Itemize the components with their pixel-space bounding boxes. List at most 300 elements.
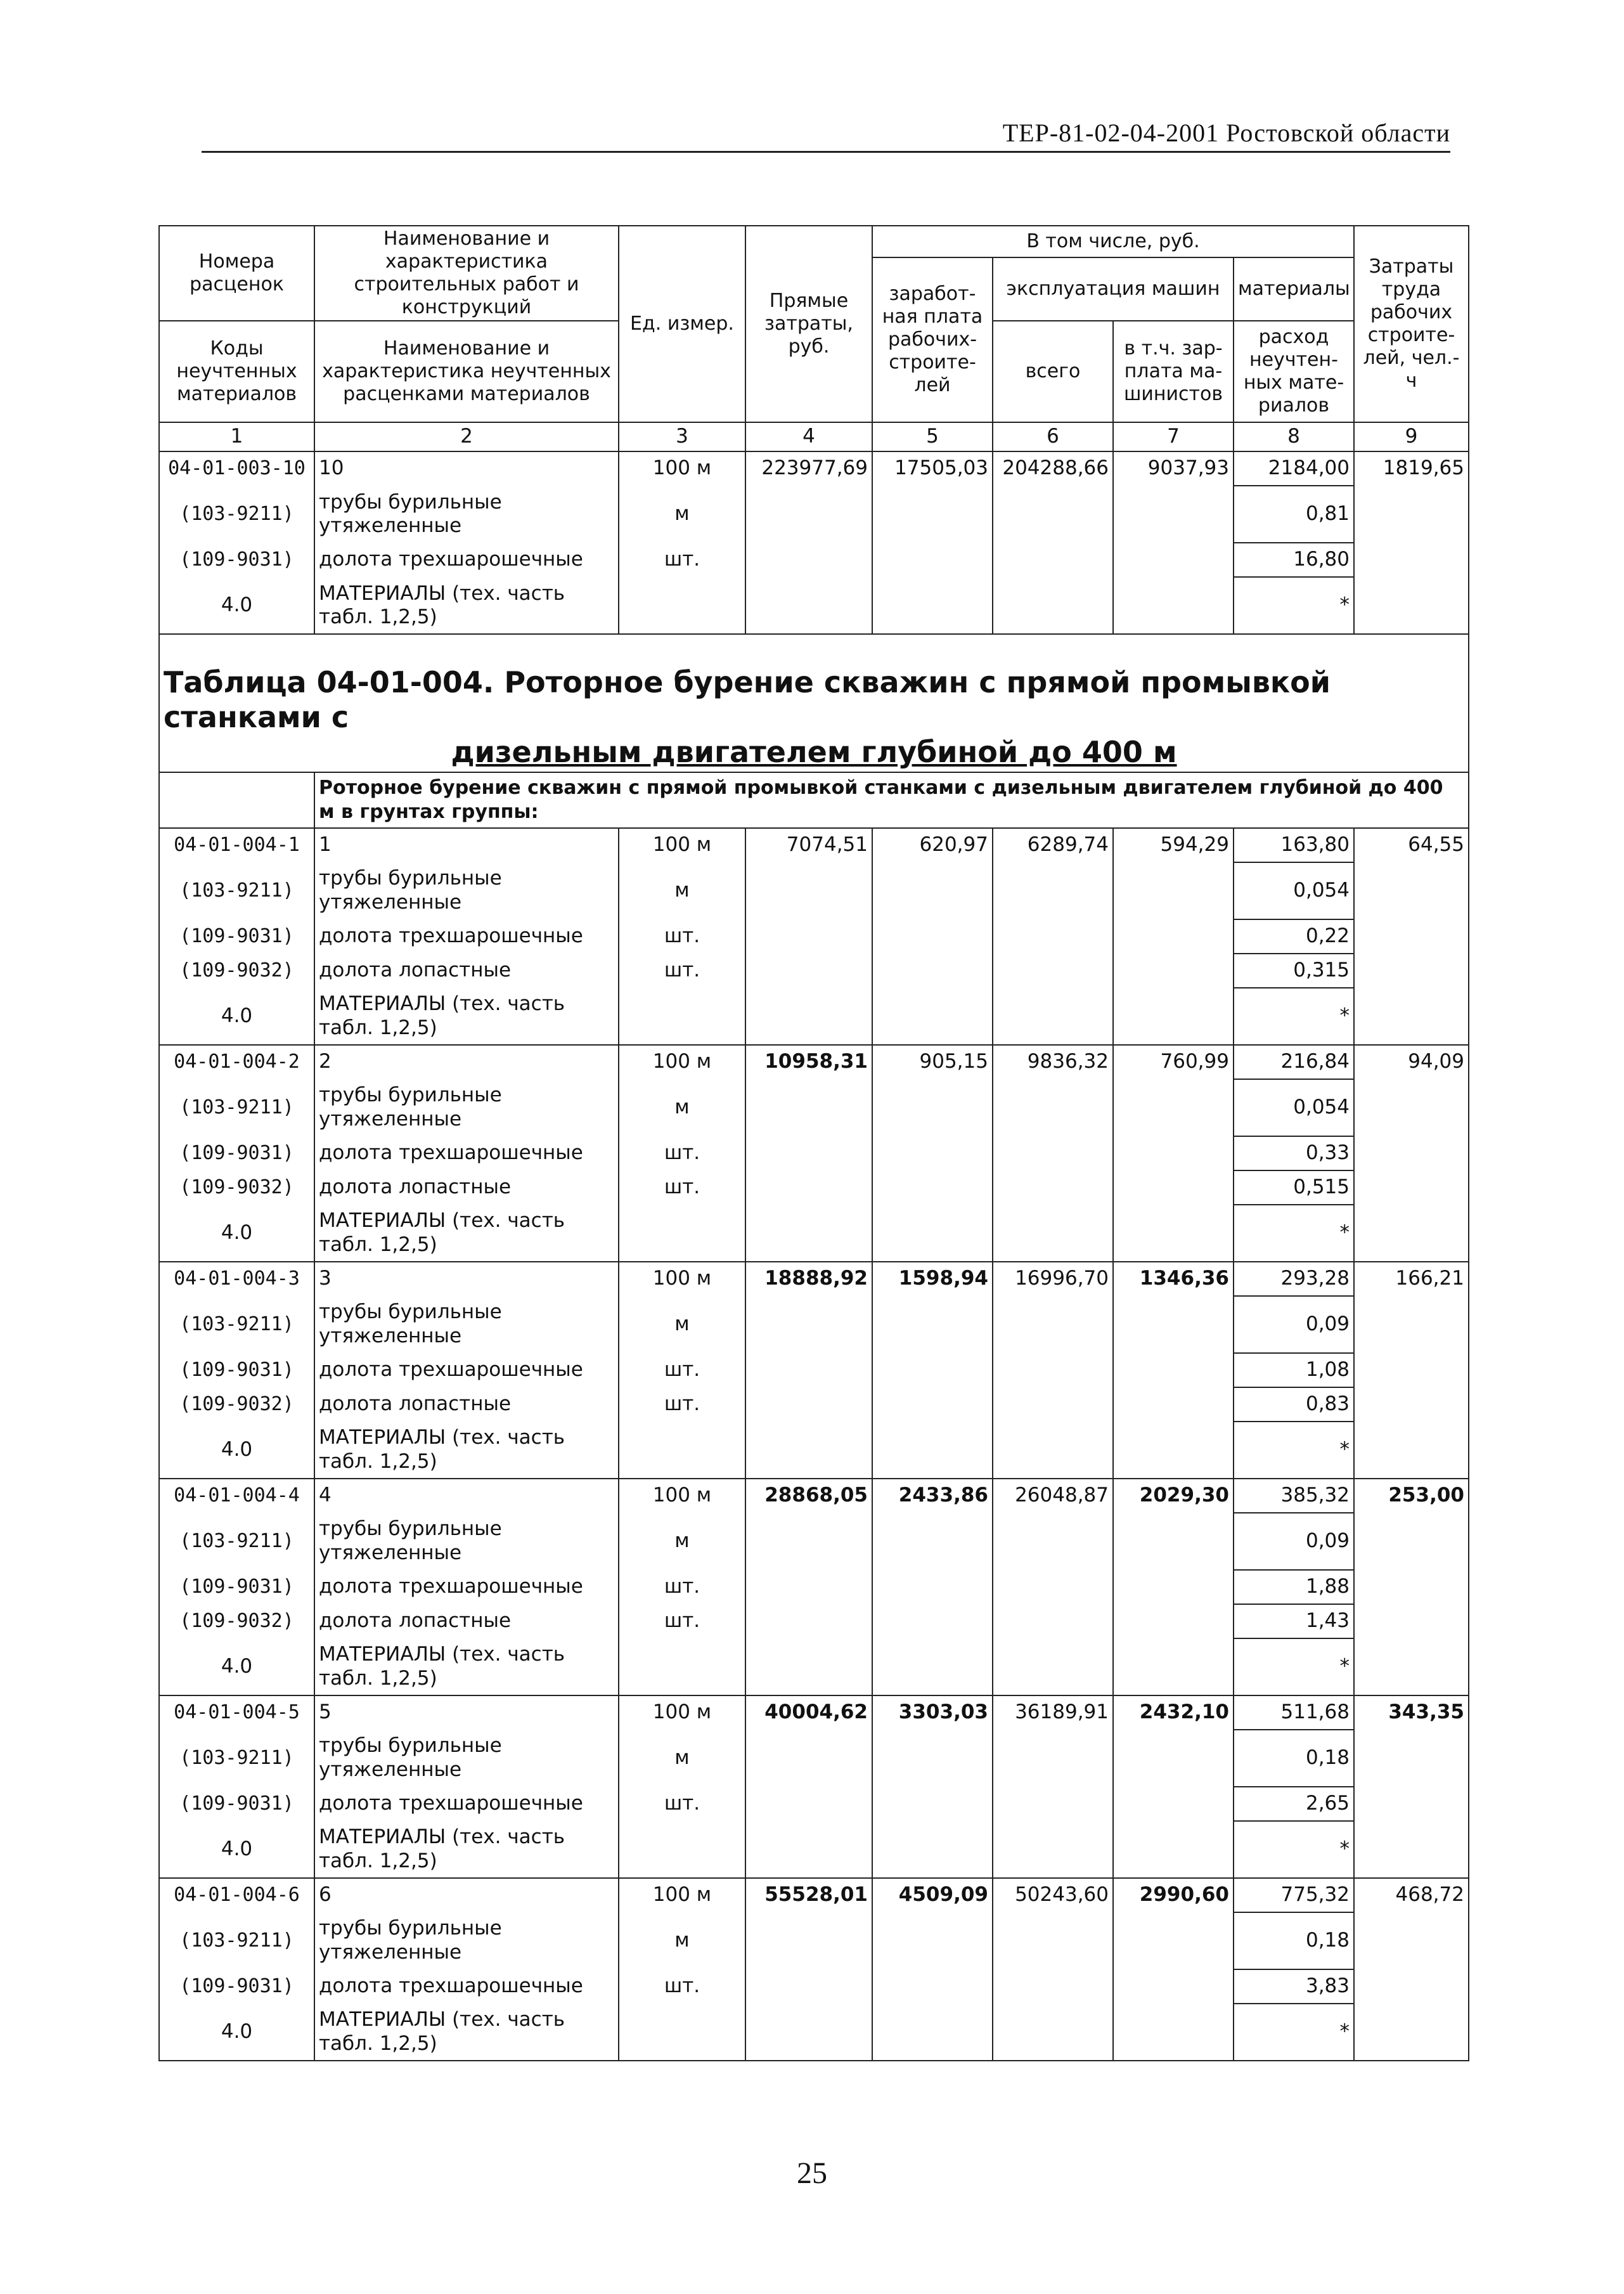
material-consumption: 0,18	[1234, 1912, 1354, 1969]
material-row	[159, 1296, 1469, 1353]
material-consumption: 0,315	[1234, 954, 1354, 988]
material-consumption: 0,18	[1234, 1730, 1354, 1787]
rate-code: 04-01-003-10	[159, 451, 314, 486]
empty-cell	[872, 2004, 993, 2061]
header-row-1	[159, 226, 1469, 257]
empty-cell	[745, 1821, 872, 1878]
labor-value: 1819,65	[1354, 451, 1469, 486]
machinist-wages-value: 2029,30	[1113, 1479, 1234, 1513]
empty-cell	[1113, 954, 1234, 988]
header-work-name: Наименование и характеристика строительных работ и конструкций	[314, 226, 619, 321]
header-including: В том числе, руб.	[872, 226, 1354, 257]
material-row	[159, 1170, 1469, 1205]
material-row	[159, 486, 1469, 543]
material-name: трубы бурильные утяжеленные	[314, 1513, 619, 1570]
empty-cell	[872, 1170, 993, 1205]
direct-costs-value: 55528,01	[745, 1878, 872, 1912]
material-row	[159, 1570, 1469, 1604]
material-consumption: 0,054	[1234, 862, 1354, 919]
rate-code: 04-01-004-6	[159, 1878, 314, 1912]
rate-name: 5	[314, 1695, 619, 1730]
materials-group-name: МАТЕРИАЛЫ (тех. часть табл. 1,2,5)	[314, 1205, 619, 1262]
wages-value: 2433,86	[872, 1479, 993, 1513]
empty-cell	[745, 1513, 872, 1570]
machines-total-value: 6289,74	[993, 828, 1113, 862]
empty-cell	[619, 1422, 745, 1479]
rate-code: 04-01-004-2	[159, 1045, 314, 1079]
material-name: долота трехшарошечные	[314, 1353, 619, 1387]
rate-name: 3	[314, 1262, 619, 1296]
material-row	[159, 1387, 1469, 1422]
wages-value: 1598,94	[872, 1262, 993, 1296]
empty-cell	[159, 772, 314, 828]
table-title-row	[159, 663, 1469, 772]
materials-group-code: 4.0	[159, 577, 314, 634]
material-unit: м	[619, 1296, 745, 1353]
header-material-names: Наименование и характеристика неучтенных расценками материалов	[314, 321, 619, 422]
rate-name: 4	[314, 1479, 619, 1513]
rate-row	[159, 1479, 1469, 1513]
direct-costs-value: 28868,05	[745, 1479, 872, 1513]
labor-value: 343,35	[1354, 1695, 1469, 1730]
material-name: долота трехшарошечные	[314, 1136, 619, 1170]
empty-cell	[1113, 543, 1234, 577]
rate-unit: 100 м	[619, 1262, 745, 1296]
materials-group-value: *	[1234, 577, 1354, 634]
empty-cell	[1354, 1969, 1469, 2004]
material-unit: шт.	[619, 1136, 745, 1170]
wages-value: 620,97	[872, 828, 993, 862]
header-machines-total: всего	[993, 321, 1113, 422]
empty-cell	[745, 919, 872, 954]
empty-cell	[1113, 988, 1234, 1045]
machines-total-value: 9836,32	[993, 1045, 1113, 1079]
empty-cell	[1113, 1079, 1234, 1136]
materials-group-code: 4.0	[159, 1205, 314, 1262]
material-consumption: 0,81	[1234, 486, 1354, 543]
empty-cell	[872, 954, 993, 988]
direct-costs-value: 10958,31	[745, 1045, 872, 1079]
material-row	[159, 1912, 1469, 1969]
material-name: долота трехшарошечные	[314, 1969, 619, 2004]
material-code: (109-9032)	[159, 1170, 314, 1205]
material-code: (109-9031)	[159, 543, 314, 577]
material-name: трубы бурильные утяжеленные	[314, 862, 619, 919]
material-unit: м	[619, 1730, 745, 1787]
rate-code: 04-01-004-4	[159, 1479, 314, 1513]
empty-cell	[1113, 862, 1234, 919]
material-consumption: 0,054	[1234, 1079, 1354, 1136]
materials-group-name: МАТЕРИАЛЫ (тех. часть табл. 1,2,5)	[314, 1422, 619, 1479]
material-unit: м	[619, 1079, 745, 1136]
header-materials: материалы	[1234, 257, 1354, 321]
rates-table	[158, 225, 1469, 2061]
materials-group-code: 4.0	[159, 1638, 314, 1695]
empty-cell	[1113, 577, 1234, 634]
empty-cell	[745, 954, 872, 988]
materials-group-row	[159, 1638, 1469, 1695]
column-number: 4	[745, 422, 872, 451]
empty-cell	[745, 1422, 872, 1479]
empty-cell	[1354, 1422, 1469, 1479]
empty-cell	[1113, 1422, 1234, 1479]
empty-cell	[1354, 1821, 1469, 1878]
material-unit: м	[619, 862, 745, 919]
column-number: 9	[1354, 422, 1469, 451]
material-row	[159, 919, 1469, 954]
rate-code: 04-01-004-3	[159, 1262, 314, 1296]
table-subtitle: Роторное бурение скважин с прямой промывкой станками с дизельным двигателем глубиной до 400 м в грунтах группы:	[314, 772, 1469, 828]
material-consumption: 1,08	[1234, 1353, 1354, 1387]
material-code: (109-9032)	[159, 1604, 314, 1638]
labor-value: 166,21	[1354, 1262, 1469, 1296]
empty-cell	[1354, 1513, 1469, 1570]
labor-value: 253,00	[1354, 1479, 1469, 1513]
material-name: долота лопастные	[314, 1387, 619, 1422]
material-unit: м	[619, 1912, 745, 1969]
empty-cell	[1113, 1136, 1234, 1170]
empty-cell	[1354, 1079, 1469, 1136]
empty-cell	[1113, 1638, 1234, 1695]
empty-cell	[993, 486, 1113, 543]
labor-value: 468,72	[1354, 1878, 1469, 1912]
header-material-codes: Коды неучтенных материалов	[159, 321, 314, 422]
column-number: 7	[1113, 422, 1234, 451]
empty-cell	[1113, 919, 1234, 954]
materials-group-name: МАТЕРИАЛЫ (тех. часть табл. 1,2,5)	[314, 988, 619, 1045]
empty-cell	[1113, 1387, 1234, 1422]
material-unit: шт.	[619, 1353, 745, 1387]
direct-costs-value: 40004,62	[745, 1695, 872, 1730]
material-row	[159, 1136, 1469, 1170]
material-name: долота трехшарошечные	[314, 1787, 619, 1821]
material-consumption: 0,09	[1234, 1513, 1354, 1570]
rate-row	[159, 1878, 1469, 1912]
empty-cell	[745, 1170, 872, 1205]
table-title-line-1: Таблица 04-01-004. Роторное бурение скважин с прямой промывкой станками с	[164, 665, 1331, 735]
header-labor: Затраты труда рабочих строите-лей, чел.-ч	[1354, 226, 1469, 422]
material-unit: шт.	[619, 954, 745, 988]
empty-cell	[1354, 1353, 1469, 1387]
empty-cell	[872, 1969, 993, 2004]
materials-group-row	[159, 1205, 1469, 1262]
materials-value: 216,84	[1234, 1045, 1354, 1079]
wages-value: 17505,03	[872, 451, 993, 486]
material-consumption: 2,65	[1234, 1787, 1354, 1821]
material-unit: шт.	[619, 1604, 745, 1638]
empty-cell	[993, 1638, 1113, 1695]
wages-value: 3303,03	[872, 1695, 993, 1730]
labor-value: 64,55	[1354, 828, 1469, 862]
material-code: (103-9211)	[159, 862, 314, 919]
rate-unit: 100 м	[619, 1878, 745, 1912]
material-row	[159, 1353, 1469, 1387]
empty-cell	[1354, 988, 1469, 1045]
materials-value: 775,32	[1234, 1878, 1354, 1912]
direct-costs-value: 18888,92	[745, 1262, 872, 1296]
empty-cell	[872, 1821, 993, 1878]
empty-cell	[872, 1387, 993, 1422]
empty-cell	[745, 1079, 872, 1136]
empty-cell	[745, 1136, 872, 1170]
empty-cell	[993, 1912, 1113, 1969]
empty-cell	[993, 543, 1113, 577]
empty-cell	[872, 919, 993, 954]
material-row	[159, 1604, 1469, 1638]
materials-group-name: МАТЕРИАЛЫ (тех. часть табл. 1,2,5)	[314, 577, 619, 634]
empty-cell	[993, 2004, 1113, 2061]
material-unit: шт.	[619, 543, 745, 577]
materials-group-value: *	[1234, 1205, 1354, 1262]
empty-cell	[1354, 1170, 1469, 1205]
empty-cell	[745, 1912, 872, 1969]
direct-costs-value: 7074,51	[745, 828, 872, 862]
empty-cell	[745, 1296, 872, 1353]
materials-group-row	[159, 1422, 1469, 1479]
empty-cell	[1354, 1730, 1469, 1787]
material-unit: шт.	[619, 1387, 745, 1422]
material-unit: шт.	[619, 1787, 745, 1821]
material-code: (109-9031)	[159, 1969, 314, 2004]
wages-value: 905,15	[872, 1045, 993, 1079]
empty-cell	[872, 1787, 993, 1821]
header-machinist-wages: в т.ч. зар-плата ма-шинистов	[1113, 321, 1234, 422]
rate-row	[159, 1045, 1469, 1079]
materials-group-row	[159, 988, 1469, 1045]
materials-group-name: МАТЕРИАЛЫ (тех. часть табл. 1,2,5)	[314, 2004, 619, 2061]
material-consumption: 1,43	[1234, 1604, 1354, 1638]
empty-cell	[1113, 1604, 1234, 1638]
rate-row	[159, 1262, 1469, 1296]
empty-cell	[745, 1787, 872, 1821]
material-code: (109-9031)	[159, 919, 314, 954]
empty-cell	[1113, 1787, 1234, 1821]
empty-cell	[872, 988, 993, 1045]
material-code: (103-9211)	[159, 1296, 314, 1353]
material-name: долота трехшарошечные	[314, 919, 619, 954]
page-number: 25	[797, 2156, 827, 2190]
empty-cell	[993, 1570, 1113, 1604]
material-consumption: 0,515	[1234, 1170, 1354, 1205]
empty-cell	[993, 1136, 1113, 1170]
materials-value: 511,68	[1234, 1695, 1354, 1730]
materials-group-value: *	[1234, 2004, 1354, 2061]
spacer-cell	[159, 634, 1469, 663]
empty-cell	[745, 1638, 872, 1695]
rate-code: 04-01-004-5	[159, 1695, 314, 1730]
empty-cell	[1354, 577, 1469, 634]
material-code: (103-9211)	[159, 486, 314, 543]
header-direct-costs: Прямые затраты, руб.	[745, 226, 872, 422]
rate-name: 10	[314, 451, 619, 486]
material-row	[159, 1079, 1469, 1136]
rate-unit: 100 м	[619, 1695, 745, 1730]
empty-cell	[1354, 954, 1469, 988]
materials-group-code: 4.0	[159, 988, 314, 1045]
empty-cell	[745, 1353, 872, 1387]
rate-name: 6	[314, 1878, 619, 1912]
empty-cell	[993, 1604, 1113, 1638]
material-code: (109-9031)	[159, 1787, 314, 1821]
material-name: долота трехшарошечные	[314, 543, 619, 577]
materials-value: 2184,00	[1234, 451, 1354, 486]
material-name: трубы бурильные утяжеленные	[314, 1079, 619, 1136]
empty-cell	[1113, 486, 1234, 543]
rate-unit: 100 м	[619, 1045, 745, 1079]
empty-cell	[993, 1205, 1113, 1262]
material-consumption: 1,88	[1234, 1570, 1354, 1604]
machinist-wages-value: 594,29	[1113, 828, 1234, 862]
empty-cell	[745, 486, 872, 543]
material-row	[159, 1787, 1469, 1821]
empty-cell	[1354, 543, 1469, 577]
empty-cell	[1113, 1821, 1234, 1878]
empty-cell	[993, 1513, 1113, 1570]
empty-cell	[993, 1296, 1113, 1353]
material-row	[159, 1513, 1469, 1570]
material-consumption: 0,09	[1234, 1296, 1354, 1353]
material-name: трубы бурильные утяжеленные	[314, 1730, 619, 1787]
materials-group-name: МАТЕРИАЛЫ (тех. часть табл. 1,2,5)	[314, 1638, 619, 1695]
empty-cell	[993, 919, 1113, 954]
empty-cell	[993, 1079, 1113, 1136]
empty-cell	[872, 1638, 993, 1695]
empty-cell	[1113, 1353, 1234, 1387]
material-code: (109-9031)	[159, 1353, 314, 1387]
material-row	[159, 862, 1469, 919]
material-code: (103-9211)	[159, 1079, 314, 1136]
column-number: 2	[314, 422, 619, 451]
empty-cell	[993, 1422, 1113, 1479]
empty-cell	[619, 1821, 745, 1878]
empty-cell	[745, 1205, 872, 1262]
empty-cell	[993, 1821, 1113, 1878]
material-row	[159, 1969, 1469, 2004]
material-row	[159, 1730, 1469, 1787]
empty-cell	[745, 2004, 872, 2061]
empty-cell	[1354, 919, 1469, 954]
header-divider	[202, 151, 1450, 153]
empty-cell	[872, 1136, 993, 1170]
rate-unit: 100 м	[619, 1479, 745, 1513]
materials-group-row	[159, 577, 1469, 634]
material-unit: м	[619, 1513, 745, 1570]
materials-group-name: МАТЕРИАЛЫ (тех. часть табл. 1,2,5)	[314, 1821, 619, 1878]
empty-cell	[872, 1570, 993, 1604]
rate-unit: 100 м	[619, 828, 745, 862]
empty-cell	[745, 988, 872, 1045]
empty-cell	[745, 1387, 872, 1422]
empty-cell	[872, 486, 993, 543]
table-title	[159, 663, 1469, 772]
empty-cell	[1354, 1638, 1469, 1695]
material-code: (109-9031)	[159, 1570, 314, 1604]
document-header: ТЕР-81-02-04-2001 Ростовской области	[1002, 119, 1450, 147]
materials-value: 163,80	[1234, 828, 1354, 862]
empty-cell	[872, 1513, 993, 1570]
materials-value: 385,32	[1234, 1479, 1354, 1513]
empty-cell	[872, 1353, 993, 1387]
labor-value: 94,09	[1354, 1045, 1469, 1079]
empty-cell	[1354, 1570, 1469, 1604]
material-name: долота трехшарошечные	[314, 1570, 619, 1604]
empty-cell	[872, 1730, 993, 1787]
material-name: долота лопастные	[314, 1170, 619, 1205]
materials-group-value: *	[1234, 1422, 1354, 1479]
column-number: 8	[1234, 422, 1354, 451]
rate-row	[159, 451, 1469, 486]
empty-cell	[745, 1604, 872, 1638]
material-name: трубы бурильные утяжеленные	[314, 1912, 619, 1969]
materials-group-row	[159, 1821, 1469, 1878]
header-wages: заработ-ная плата рабочих-строите-лей	[872, 257, 993, 422]
subtitle-row	[159, 772, 1469, 828]
material-row	[159, 543, 1469, 577]
material-consumption: 0,22	[1234, 919, 1354, 954]
material-unit: шт.	[619, 1170, 745, 1205]
rate-unit: 100 м	[619, 451, 745, 486]
empty-cell	[872, 1912, 993, 1969]
empty-cell	[993, 1387, 1113, 1422]
empty-cell	[745, 577, 872, 634]
machinist-wages-value: 2990,60	[1113, 1878, 1234, 1912]
empty-cell	[993, 577, 1113, 634]
empty-cell	[1354, 1387, 1469, 1422]
empty-cell	[993, 1787, 1113, 1821]
column-number: 3	[619, 422, 745, 451]
material-row	[159, 954, 1469, 988]
spacer-row	[159, 634, 1469, 663]
empty-cell	[1354, 862, 1469, 919]
material-consumption: 16,80	[1234, 543, 1354, 577]
empty-cell	[745, 543, 872, 577]
empty-cell	[872, 1422, 993, 1479]
material-code: (103-9211)	[159, 1730, 314, 1787]
machines-total-value: 26048,87	[993, 1479, 1113, 1513]
empty-cell	[1113, 2004, 1234, 2061]
column-number: 1	[159, 422, 314, 451]
table-title-line-2: дизельным двигателем глубиной до 400 м	[451, 735, 1177, 770]
machinist-wages-value: 2432,10	[1113, 1695, 1234, 1730]
material-code: (103-9211)	[159, 1912, 314, 1969]
material-code: (103-9211)	[159, 1513, 314, 1570]
empty-cell	[872, 577, 993, 634]
empty-cell	[745, 1730, 872, 1787]
empty-cell	[993, 988, 1113, 1045]
material-unit: шт.	[619, 1969, 745, 2004]
materials-group-value: *	[1234, 1821, 1354, 1878]
header-unit: Ед. измер.	[619, 226, 745, 422]
material-unit: шт.	[619, 1570, 745, 1604]
empty-cell	[1354, 1912, 1469, 1969]
machinist-wages-value: 1346,36	[1113, 1262, 1234, 1296]
empty-cell	[619, 577, 745, 634]
empty-cell	[872, 1079, 993, 1136]
empty-cell	[1113, 1170, 1234, 1205]
direct-costs-value: 223977,69	[745, 451, 872, 486]
empty-cell	[872, 1296, 993, 1353]
empty-cell	[872, 1604, 993, 1638]
empty-cell	[993, 1969, 1113, 2004]
header-machines: эксплуатация машин	[993, 257, 1234, 321]
rate-name: 1	[314, 828, 619, 862]
material-unit: шт.	[619, 919, 745, 954]
rate-code: 04-01-004-1	[159, 828, 314, 862]
material-code: (109-9032)	[159, 954, 314, 988]
material-consumption: 0,83	[1234, 1387, 1354, 1422]
materials-group-value: *	[1234, 1638, 1354, 1695]
machines-total-value: 204288,66	[993, 451, 1113, 486]
